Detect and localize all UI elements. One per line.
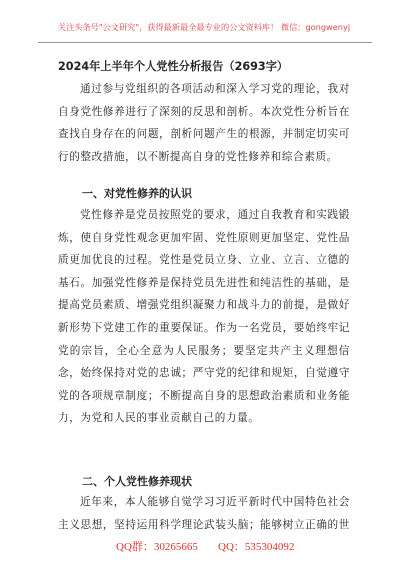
footer-qq-contact: QQ：535304092 (218, 541, 295, 553)
header-banner: 关注头条号"公文研究"，获得最新最全最专业的公文资料库！ 微信：gongwenyj (57, 22, 351, 32)
intro-paragraph (58, 78, 350, 168)
section-1-paragraph-text: 党性修养是党员按照党的要求，通过自我教育和实践锻炼，使自身党性观念更加牢固、党性原则更加坚定、党性品质更加优良的过程。党性是党员立身、立业、立言、立德的基石。加强党性修养是保持党员先进性和纯洁性的基础，是提高党员素质、增强党组织凝聚力和战斗力的前提，是做好新形势下党建工作的重要保证。作为一名党员，要始终牢记党的宗旨，全心全意为人民服务；要坚定共产主义理想信念，始终保持对党的忠诚；严守党的纪律和规矩，自觉遵守党的各项规章制度；不断提高自身的思想政治素质和业务能力，为党和人民的事业贡献自己的力量。 (58, 209, 350, 425)
section-2-paragraph (58, 491, 350, 535)
intro-paragraph-text: 通过参与党组织的各项活动和深入学习党的理论，我对自身党性修养进行了深刻的反思和剖析。本次党性分析旨在查找自身存在的问题，剖析问题产生的根源，并制定切实可行的整改措施，以不断提高自身的党性修养和综合素质。 (58, 83, 350, 163)
section-1-paragraph (58, 204, 350, 430)
section-1-heading: 一、对党性修养的认识 (82, 187, 192, 200)
footer-qq-group: QQ群：30265665 (116, 541, 198, 553)
header-divider (38, 42, 372, 43)
section-2-paragraph-text: 近年来，本人能够自觉学习习近平新时代中国特色社会主义思想，坚持运用科学理论武装头脑；能够树立正确的世 (58, 496, 350, 531)
document-title: 2024年上半年个人党性分析报告（2693字） (58, 60, 289, 73)
section-2-heading: 二、个人党性修养现状 (82, 475, 192, 488)
